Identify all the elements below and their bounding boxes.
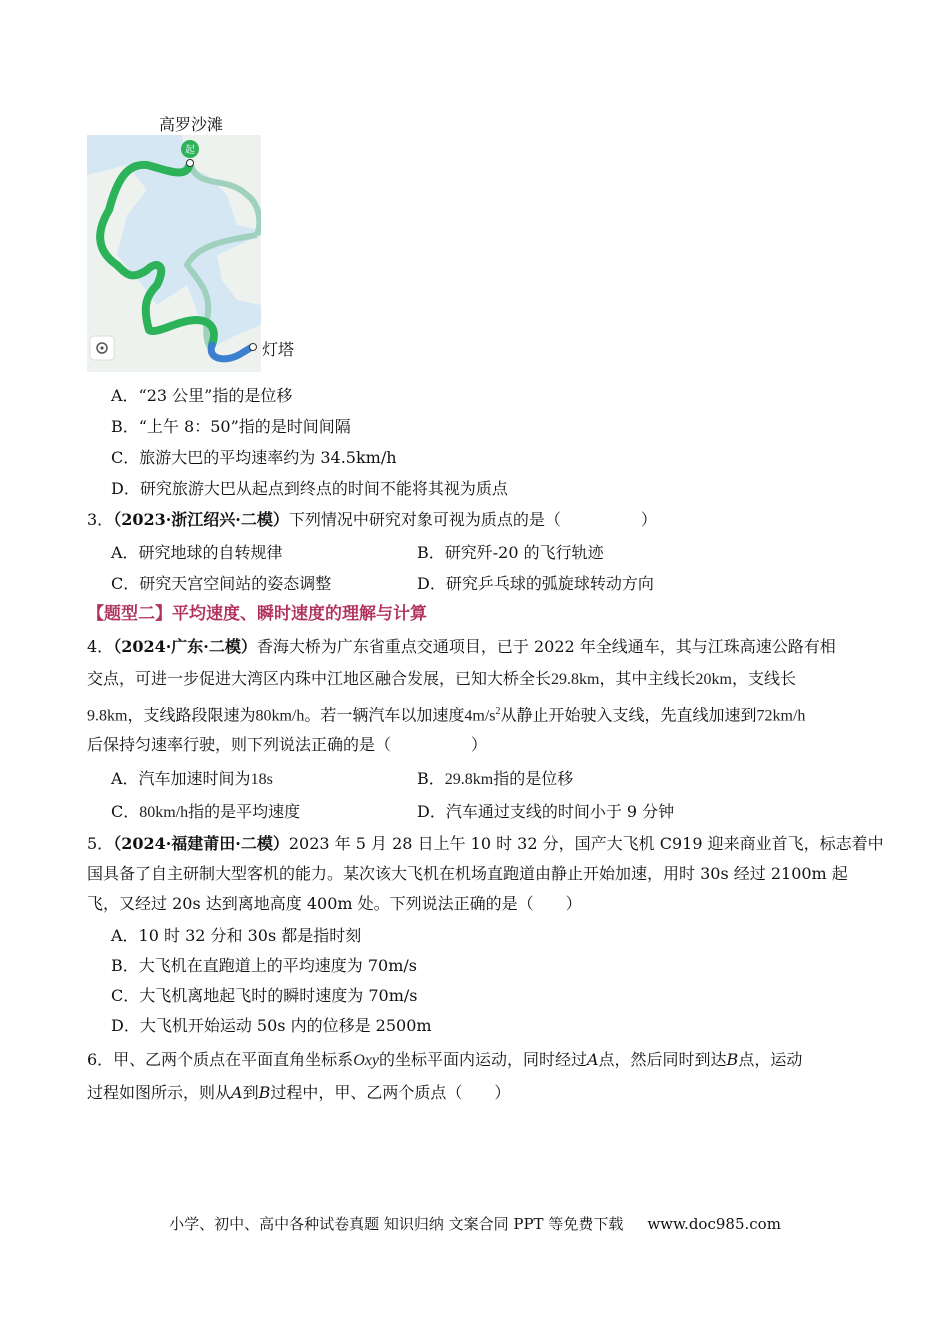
q5-option-a: A．10 时 32 分和 30s 都是指时刻 <box>111 926 362 945</box>
q2-option-d: D．研究旅游大巴从起点到终点的时间不能将其视为质点 <box>111 479 508 498</box>
q5-option-d: D．大飞机开始运动 50s 内的位移是 2500m <box>111 1016 432 1035</box>
q4-option-b: B．29.8km指的是位移 <box>417 769 574 788</box>
footer-text: 小学、初中、高中各种试卷真题 知识归纳 文案合同 PPT 等免费下载 <box>169 1215 624 1233</box>
q4-option-a: A．汽车加速时间为18s <box>111 769 273 788</box>
page-footer <box>0 1213 950 1234</box>
topic-heading: 【题型二】平均速度、瞬时速度的理解与计算 <box>87 604 427 624</box>
route-map <box>87 135 261 372</box>
question-4-line-2: 交点，可进一步促进大湾区内珠中江地区融合发展，已知大桥全长29.8km，其中主线长20km，支线长 <box>87 669 796 688</box>
question-3-stem: 3．（2023·浙江绍兴·二模）下列情况中研究对象可视为质点的是（ ） <box>87 510 657 529</box>
question-5-line-2: 国具备了自主研制大型客机的能力。某次该大飞机在机场直跑道由静止开始加速，用时 30s 经过 2100m 起 <box>87 864 848 883</box>
q4-option-c: C．80km/h指的是平均速度 <box>111 802 301 821</box>
q5-option-b: B．大飞机在直跑道上的平均速度为 70m/s <box>111 956 417 975</box>
q2-option-a: A．“23 公里”指的是位移 <box>111 386 293 405</box>
question-5-line-1: 5．（2024·福建莆田·二模）2023 年 5 月 28 日上午 10 时 32 分，国产大飞机 C919 迎来商业首飞，标志着中 <box>87 834 884 853</box>
start-marker-text: 起 <box>185 145 195 156</box>
end-marker-icon <box>250 344 257 351</box>
question-4-line-4: 后保持匀速率行驶，则下列说法正确的是（ ） <box>87 735 488 754</box>
question-4-line-1: 4．（2024·广东·二模）香海大桥为广东省重点交通项目，已于 2022 年全线通车，其与江珠高速公路有相 <box>87 637 836 656</box>
map-start-label: 高罗沙滩 <box>159 115 224 134</box>
q3-option-a: A．研究地球的自转规律 <box>111 543 283 562</box>
q2-option-c: C．旅游大巴的平均速率约为 34.5km/h <box>111 448 397 467</box>
question-4-line-3: 9.8km，支线路段限速为80km/h。若一辆汽车以加速度$4m/s^2$从静止开始驶入支线，先直线加速到72km/h <box>87 705 806 725</box>
q4-option-d: D．汽车通过支线的时间小于 9 分钟 <box>417 802 675 821</box>
q3-option-c: C．研究天宫空间站的姿态调整 <box>111 574 332 593</box>
q3-option-d: D．研究乒乓球的弧旋球转动方向 <box>417 574 654 593</box>
question-6-line-1: 6．甲、乙两个质点在平面直角坐标系Oxy的坐标平面内运动，同时经过A点，然后同时到达B点，运动 <box>87 1050 803 1069</box>
q5-option-c: C．大飞机离地起飞时的瞬时速度为 70m/s <box>111 986 418 1005</box>
q2-option-b: B．“上午 8：50”指的是时间间隔 <box>111 417 351 436</box>
footer-link[interactable]: www.doc985.com <box>647 1215 781 1233</box>
question-6-line-2: 过程如图所示，则从A到B过程中，甲、乙两个质点（ ） <box>87 1083 511 1102</box>
question-5-line-3: 飞，又经过 20s 达到离地高度 400m 处。下列说法正确的是（ ） <box>87 894 582 913</box>
map-end-label: 灯塔 <box>262 340 295 359</box>
q3-option-b: B．研究歼-20 的飞行轨迹 <box>417 543 604 562</box>
